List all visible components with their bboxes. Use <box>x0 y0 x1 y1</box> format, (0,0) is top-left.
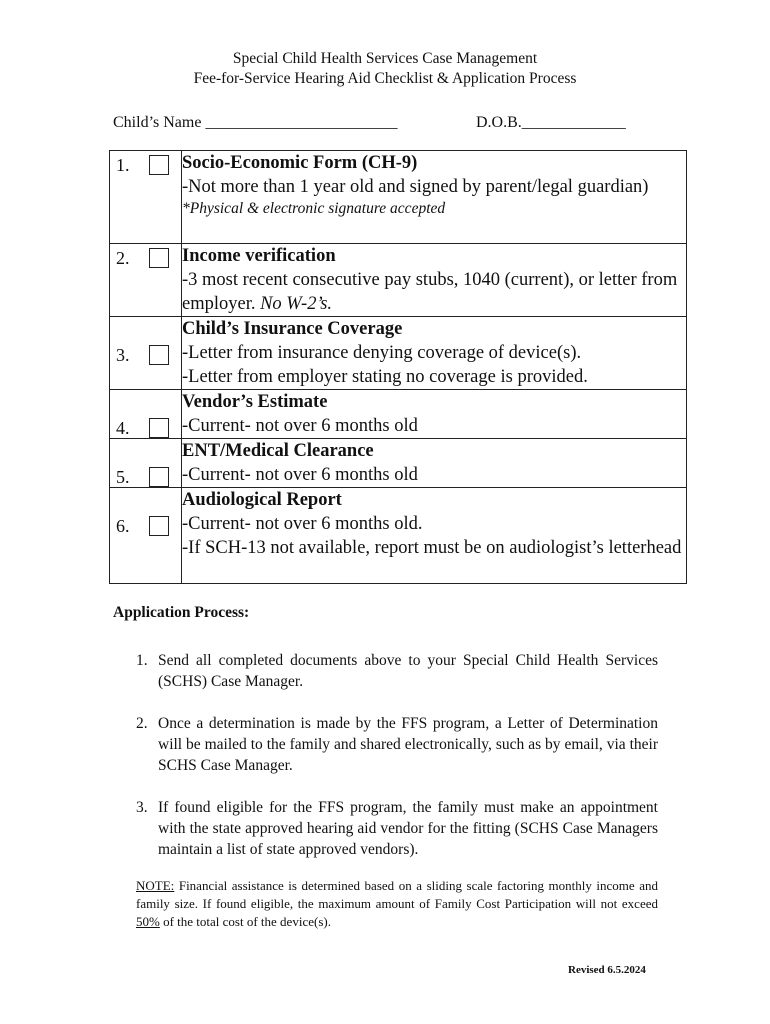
item-heading: Income verification <box>182 246 336 266</box>
step-text: Send all completed documents above to your Special Child Health Services (SCHS) Case Manager. <box>158 652 658 690</box>
item-heading: Child’s Insurance Coverage <box>182 319 403 339</box>
step-text: If found eligible for the FFS program, the family must make an appointment with the state approved hearing aid vendor for the fitting (SCHS Case Managers maintain a list of state approved vendors). <box>158 799 658 858</box>
checkbox-item-1[interactable] <box>149 155 169 175</box>
application-steps-list <box>136 650 658 881</box>
checklist-row <box>110 439 687 488</box>
child-name-label: Child’s Name <box>113 114 202 131</box>
item-number: 1. <box>116 155 130 175</box>
application-process-heading: Application Process: <box>113 604 250 621</box>
item-requirement: -If SCH-13 not available, report must be on audiologist’s letterhead <box>182 538 682 558</box>
item-requirement: -Current- not over 6 months old. <box>182 514 423 534</box>
financial-note: NOTE: Financial assistance is determined based on a sliding scale factoring monthly income and family size. If found eligible, the maximum amount of Family Cost Participation will not exceed 50% of the total cost of the device(s). <box>136 878 659 929</box>
step-number: 3. <box>136 799 148 816</box>
list-item <box>136 797 658 860</box>
child-name-field[interactable] <box>113 114 397 132</box>
item-requirement: -Letter from employer stating no coverage is provided. <box>182 367 588 387</box>
checklist-row <box>110 151 687 244</box>
step-number: 2. <box>136 715 148 732</box>
item-number: 3. <box>116 345 130 365</box>
item-heading: ENT/Medical Clearance <box>182 441 374 461</box>
item-note: *Physical & electronic signature accepted <box>182 200 446 217</box>
item-requirement: -Current- not over 6 months old <box>182 416 418 436</box>
item-number: 5. <box>116 467 130 487</box>
item-heading: Audiological Report <box>182 490 342 510</box>
step-text: Once a determination is made by the FFS program, a Letter of Determination will be mailed to the family and shared electronically, such as by email, via their SCHS Case Manager. <box>158 715 658 774</box>
item-requirement: -Letter from insurance denying coverage of device(s). <box>182 343 582 363</box>
checklist-row <box>110 244 687 317</box>
item-number: 6. <box>116 516 130 536</box>
step-number: 1. <box>136 652 148 669</box>
checklist-row <box>110 488 687 584</box>
checkbox-item-6[interactable] <box>149 516 169 536</box>
item-requirement: -3 most recent consecutive pay stubs, 1040 (current), or letter from employer. No W-2’s. <box>182 270 678 314</box>
child-name-blank[interactable]: ________________________ <box>205 114 398 131</box>
revision-date: Revised 6.5.2024 <box>568 964 646 976</box>
item-heading: Socio-Economic Form (CH-9) <box>182 153 418 173</box>
item-exclusion: No W-2’s. <box>260 294 333 314</box>
item-number: 2. <box>116 248 130 268</box>
checklist-table <box>109 150 687 584</box>
document-subtitle: Fee-for-Service Hearing Aid Checklist & Application Process <box>193 70 577 87</box>
checkbox-item-5[interactable] <box>149 467 169 487</box>
note-percent: 50% <box>136 914 160 929</box>
note-label: NOTE: <box>136 878 175 893</box>
list-item <box>136 650 658 692</box>
item-requirement: -Current- not over 6 months old <box>182 465 418 485</box>
list-item <box>136 713 658 776</box>
item-number: 4. <box>116 418 130 438</box>
dob-field[interactable] <box>476 114 626 132</box>
checkbox-item-4[interactable] <box>149 418 169 438</box>
dob-label: D.O.B. <box>476 114 522 131</box>
checkbox-item-2[interactable] <box>149 248 169 268</box>
item-heading: Vendor’s Estimate <box>182 392 328 412</box>
checklist-row <box>110 317 687 390</box>
item-requirement: -Not more than 1 year old and signed by parent/legal guardian) <box>182 177 649 197</box>
checklist-row <box>110 390 687 439</box>
checkbox-item-3[interactable] <box>149 345 169 365</box>
dob-blank[interactable]: _____________ <box>521 114 626 131</box>
document-title: Special Child Health Services Case Management <box>232 50 538 67</box>
